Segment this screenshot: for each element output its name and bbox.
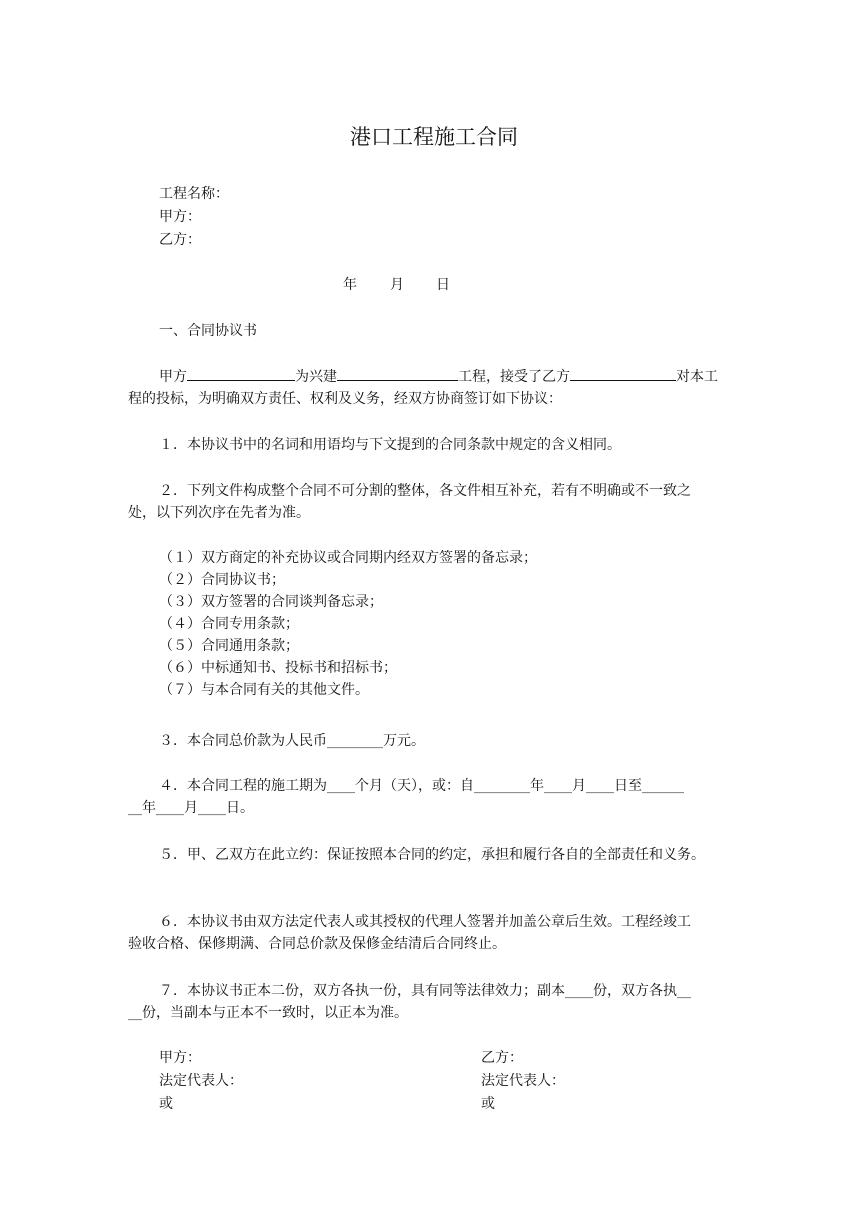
party-a-label: 甲方： bbox=[159, 209, 201, 225]
clause-1: １．本协议书中的名词和用语均与下文提到的合同条款中规定的含义相同。 bbox=[159, 437, 621, 453]
intro-part4: 对本工 bbox=[676, 369, 718, 385]
clause-4: ４．本合同工程的施工期为____个月（天），或：自________年____月____日至______ __年____月____日。 bbox=[128, 778, 684, 816]
list-item: （２）合同协议书； bbox=[159, 572, 285, 588]
clause-3: ３．本合同总价款为人民币________万元。 bbox=[159, 733, 425, 749]
party-a-sign-label: 甲方： bbox=[159, 1050, 201, 1066]
signature-party-a bbox=[159, 1047, 243, 1116]
intro-paragraph bbox=[128, 365, 756, 410]
clause-5: ５．甲、乙双方在此立约：保证按照本合同的约定，承担和履行各自的全部责任和义务。 bbox=[159, 847, 705, 863]
party-b-blank bbox=[570, 365, 676, 381]
party-b-or: 或 bbox=[481, 1096, 495, 1112]
project-blank bbox=[337, 365, 458, 381]
clause-7: ７．本协议书正本二份，双方各执一份，具有同等法律效力；副本____份，双方各执__ __份，当副本与正本不一致时，以正本为准。 bbox=[128, 983, 691, 1021]
intro-part3: 工程，接受了乙方 bbox=[458, 369, 570, 385]
list-item: （５）合同通用条款； bbox=[159, 638, 299, 654]
intro-part2: 为兴建 bbox=[295, 369, 337, 385]
date-year: 年 bbox=[343, 277, 357, 293]
date-month: 月 bbox=[390, 277, 404, 293]
party-b-label: 乙方： bbox=[159, 232, 201, 248]
intro-line2: 程的投标，为明确双方责任、权利及义务，经双方协商签订如下协议： bbox=[128, 391, 562, 407]
party-b-sign-label: 乙方： bbox=[481, 1050, 523, 1066]
party-a-legal-rep: 法定代表人： bbox=[159, 1073, 243, 1089]
clause-6: ６．本协议书由双方法定代表人或其授权的代理人签署并加盖公章后生效。工程经竣工 验收合格、保修期满、合同总价款及保修金结清后合同终止。 bbox=[128, 914, 691, 952]
section-title: 一、合同协议书 bbox=[159, 323, 257, 339]
party-b-legal-rep: 法定代表人： bbox=[481, 1073, 565, 1089]
party-a-or: 或 bbox=[159, 1096, 173, 1112]
list-item: （７）与本合同有关的其他文件。 bbox=[159, 682, 369, 698]
date-day: 日 bbox=[436, 277, 450, 293]
list-item: （６）中标通知书、投标书和招标书； bbox=[159, 660, 397, 676]
party-a-blank bbox=[187, 365, 295, 381]
list-item: （４）合同专用条款； bbox=[159, 616, 299, 632]
price-blank: ________ bbox=[327, 733, 383, 749]
list-item: （１）双方商定的补充协议或合同期内经双方签署的备忘录； bbox=[159, 550, 537, 566]
documents-list bbox=[159, 547, 537, 701]
intro-part1: 甲方 bbox=[159, 369, 187, 385]
project-name-label: 工程名称： bbox=[159, 186, 229, 202]
signature-party-b bbox=[481, 1047, 565, 1116]
clause-2: ２．下列文件构成整个合同不可分割的整体，各文件相互补充，若有不明确或不一致之 处，以下列次序在先者为准。 bbox=[128, 483, 691, 521]
list-item: （３）双方签署的合同谈判备忘录； bbox=[159, 594, 383, 610]
document-title: 港口工程施工合同 bbox=[350, 125, 518, 149]
